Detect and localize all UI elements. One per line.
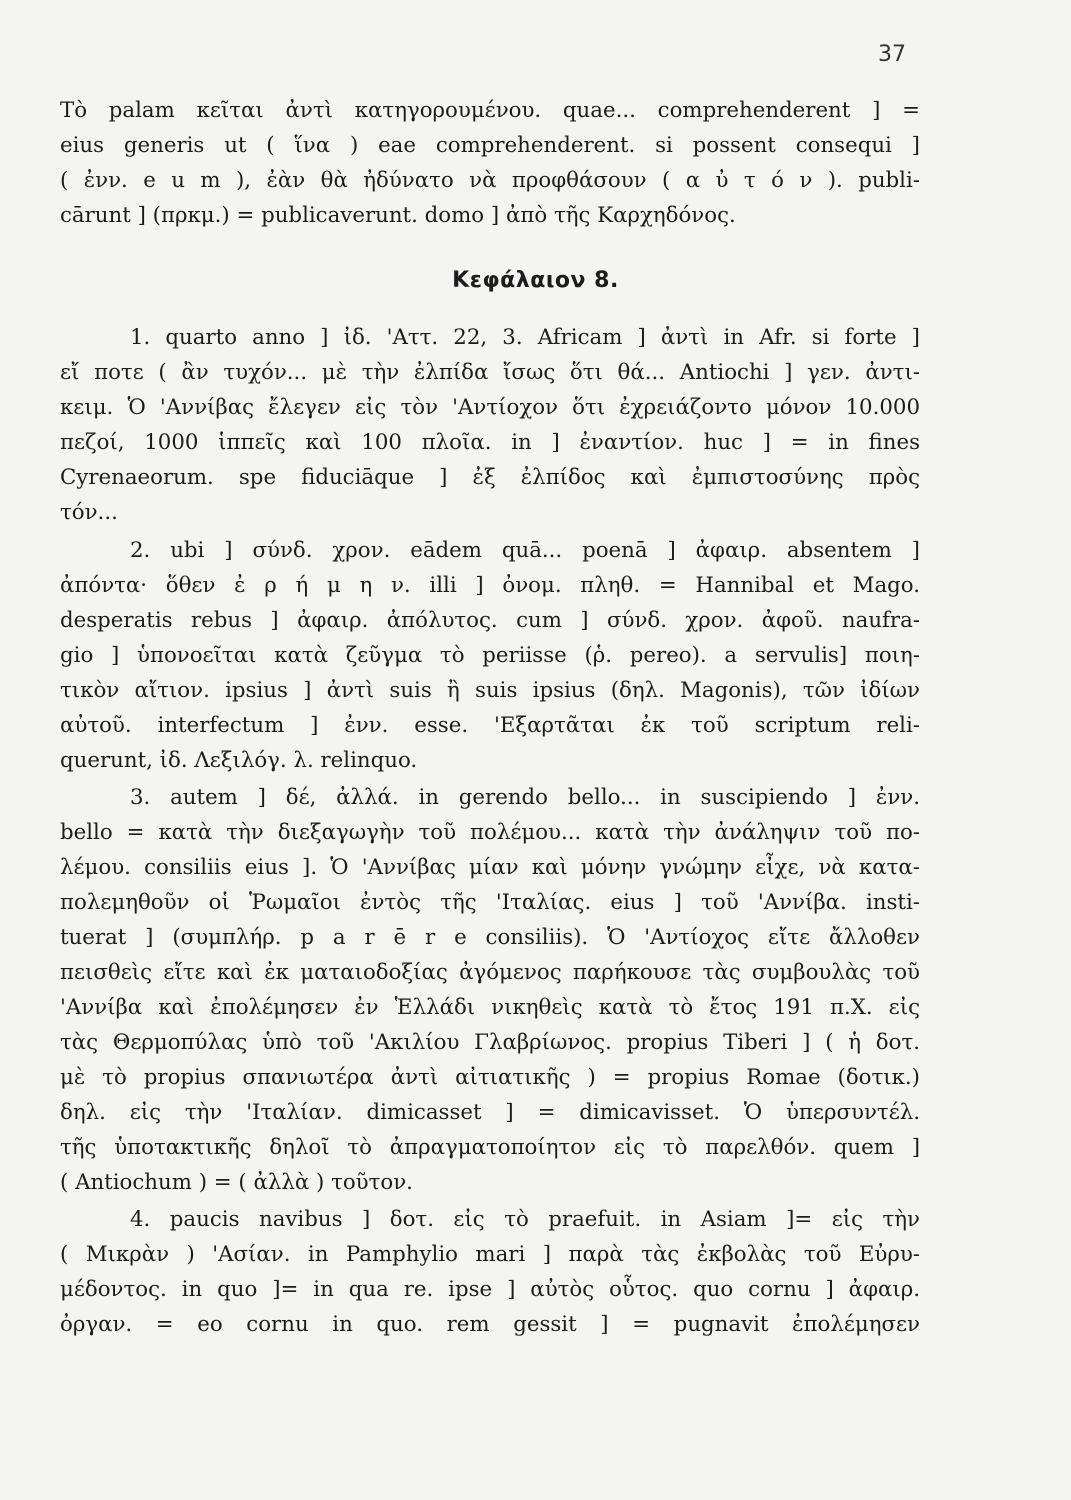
text-line: 1. quarto anno ] ἰδ. 'Αττ. 22, 3. Africam ] ἀντὶ in Afr. si forte ] [130, 325, 920, 350]
text-line: μέδοντος. in quo ]= in qua re. ipse ] αὐτὸς οὗτος. quo cornu ] ἀφαιρ. [60, 1277, 920, 1302]
text-line: tuerat ] (συμπλήρ. p a r ē r e consiliis). Ὁ 'Αντίοχος εἴτε ἄλλοθεν [60, 925, 920, 950]
text-line: 3. autem ] δέ, ἀλλά. in gerendo bello... in suscipiendo ] ἐνν. [130, 785, 920, 810]
text-line: λέμου. consiliis eius ]. Ὁ 'Αννίβας μίαν καὶ μόνην γνώμην εἶχε, νὰ κατα- [60, 855, 920, 880]
text-line: ( Antiochum ) = ( ἀλλὰ ) τοῦτον. [60, 1170, 413, 1195]
text-line: desperatis rebus ] ἀφαιρ. ἀπόλυτος. cum ] σύνδ. χρον. ἀφοῦ. naufra- [60, 608, 920, 633]
text-line: 'Αννίβα καὶ ἐπολέμησεν ἐν Ἑλλάδι νικηθεὶς κατὰ τὸ ἔτος 191 π.Χ. εἰς [60, 995, 920, 1020]
text-line: εἴ ποτε ( ἂν τυχόν... μὲ τὴν ἐλπίδα ἴσως ὅτι θά... Antiochi ] γεν. ἀντι- [60, 360, 920, 385]
text-line: αὐτοῦ. interfectum ] ἐνν. esse. 'Εξαρτᾶται ἐκ τοῦ scriptum reli- [60, 713, 920, 738]
text-line: ὀργαν. = eo cornu in quo. rem gessit ] = pugnavit ἐπολέμησεν [60, 1312, 920, 1337]
text-line: πολεμηθοῦν οἱ Ῥωμαῖοι ἐντὸς τῆς 'Ιταλίας. eius ] τοῦ 'Αννίβα. insti- [60, 890, 920, 915]
text-line: δηλ. εἰς τὴν 'Ιταλίαν. dimicasset ] = dimicavisset. Ὁ ὑπερσυντέλ. [60, 1100, 920, 1125]
text-line: ( ἐνν. e u m ), ἐὰν θὰ ἠδύνατο νὰ προφθάσουν ( α ὐ τ ό ν ). publi- [60, 168, 920, 193]
text-line: πεισθεὶς εἴτε καὶ ἐκ ματαιοδοξίας ἀγόμενος παρήκουσε τὰς συμβουλὰς τοῦ [60, 960, 920, 985]
text-line: cārunt ] (πρκμ.) = publicaverunt. domo ] ἀπὸ τῆς Καρχηδόνος. [60, 203, 736, 228]
page-number: 37 [878, 42, 906, 67]
text-line: 2. ubi ] σύνδ. χρον. eādem quā... poenā ] ἀφαιρ. absentem ] [130, 538, 920, 563]
text-line: τὰς Θερμοπύλας ὑπὸ τοῦ 'Ακιλίου Γλαβρίωνος. propius Tiberi ] ( ἡ δοτ. [60, 1030, 920, 1055]
text-line: ἀπόντα· ὅθεν ἐ ρ ή μ η ν. illi ] ὀνομ. πληθ. = Hannibal et Mago. [60, 573, 920, 598]
text-line: τῆς ὑποτακτικῆς δηλοῖ τὸ ἀπραγματοποίητον εἰς τὸ παρελθόν. quem ] [60, 1135, 920, 1160]
text-line: πεζοί, 1000 ἱππεῖς καὶ 100 πλοῖα. in ] ἐναντίον. huc ] = in fines [60, 430, 920, 455]
text-line: eius generis ut ( ἵνα ) eae comprehenderent. si possent consequi ] [60, 133, 920, 158]
text-line: 4. paucis navibus ] δοτ. εἰς τὸ praefuit. in Asiam ]= εἰς τὴν [130, 1207, 920, 1232]
text-line: Cyrenaeorum. spe fiduciāque ] ἐξ ἐλπίδος καὶ ἐμπιστοσύνης πρὸς [60, 465, 920, 490]
text-line: querunt, ἰδ. Λεξιλόγ. λ. relinquo. [60, 748, 418, 773]
text-line: τόν... [60, 500, 118, 525]
text-line: ( Μικρὰν ) 'Ασίαν. in Pamphylio mari ] παρὰ τὰς ἐκβολὰς τοῦ Εὐρυ- [60, 1242, 920, 1267]
text-line: τικὸν αἴτιον. ipsius ] ἀντὶ suis ἢ suis ipsius (δηλ. Magonis), τῶν ἰδίων [60, 678, 920, 703]
chapter-heading: Κεφάλαιον 8. [452, 268, 619, 293]
text-line: gio ] ὑπονοεῖται κατὰ ζεῦγμα τὸ periisse (ῥ. pereo). a servulis] ποιη- [60, 643, 920, 668]
text-line: Τὸ palam κεῖται ἀντὶ κατηγορουμένου. quae... comprehenderent ] = [60, 98, 920, 123]
text-line: κειμ. Ὁ 'Αννίβας ἔλεγεν εἰς τὸν 'Αντίοχον ὅτι ἐχρειάζοντο μόνον 10.000 [60, 395, 920, 420]
text-line: μὲ τὸ propius σπανιωτέρα ἀντὶ αἰτιατικῆς ) = propius Romae (δοτικ.) [60, 1065, 920, 1090]
text-line: bello = κατὰ τὴν διεξαγωγὴν τοῦ πολέμου... κατὰ τὴν ἀνάληψιν τοῦ πο- [60, 820, 920, 845]
